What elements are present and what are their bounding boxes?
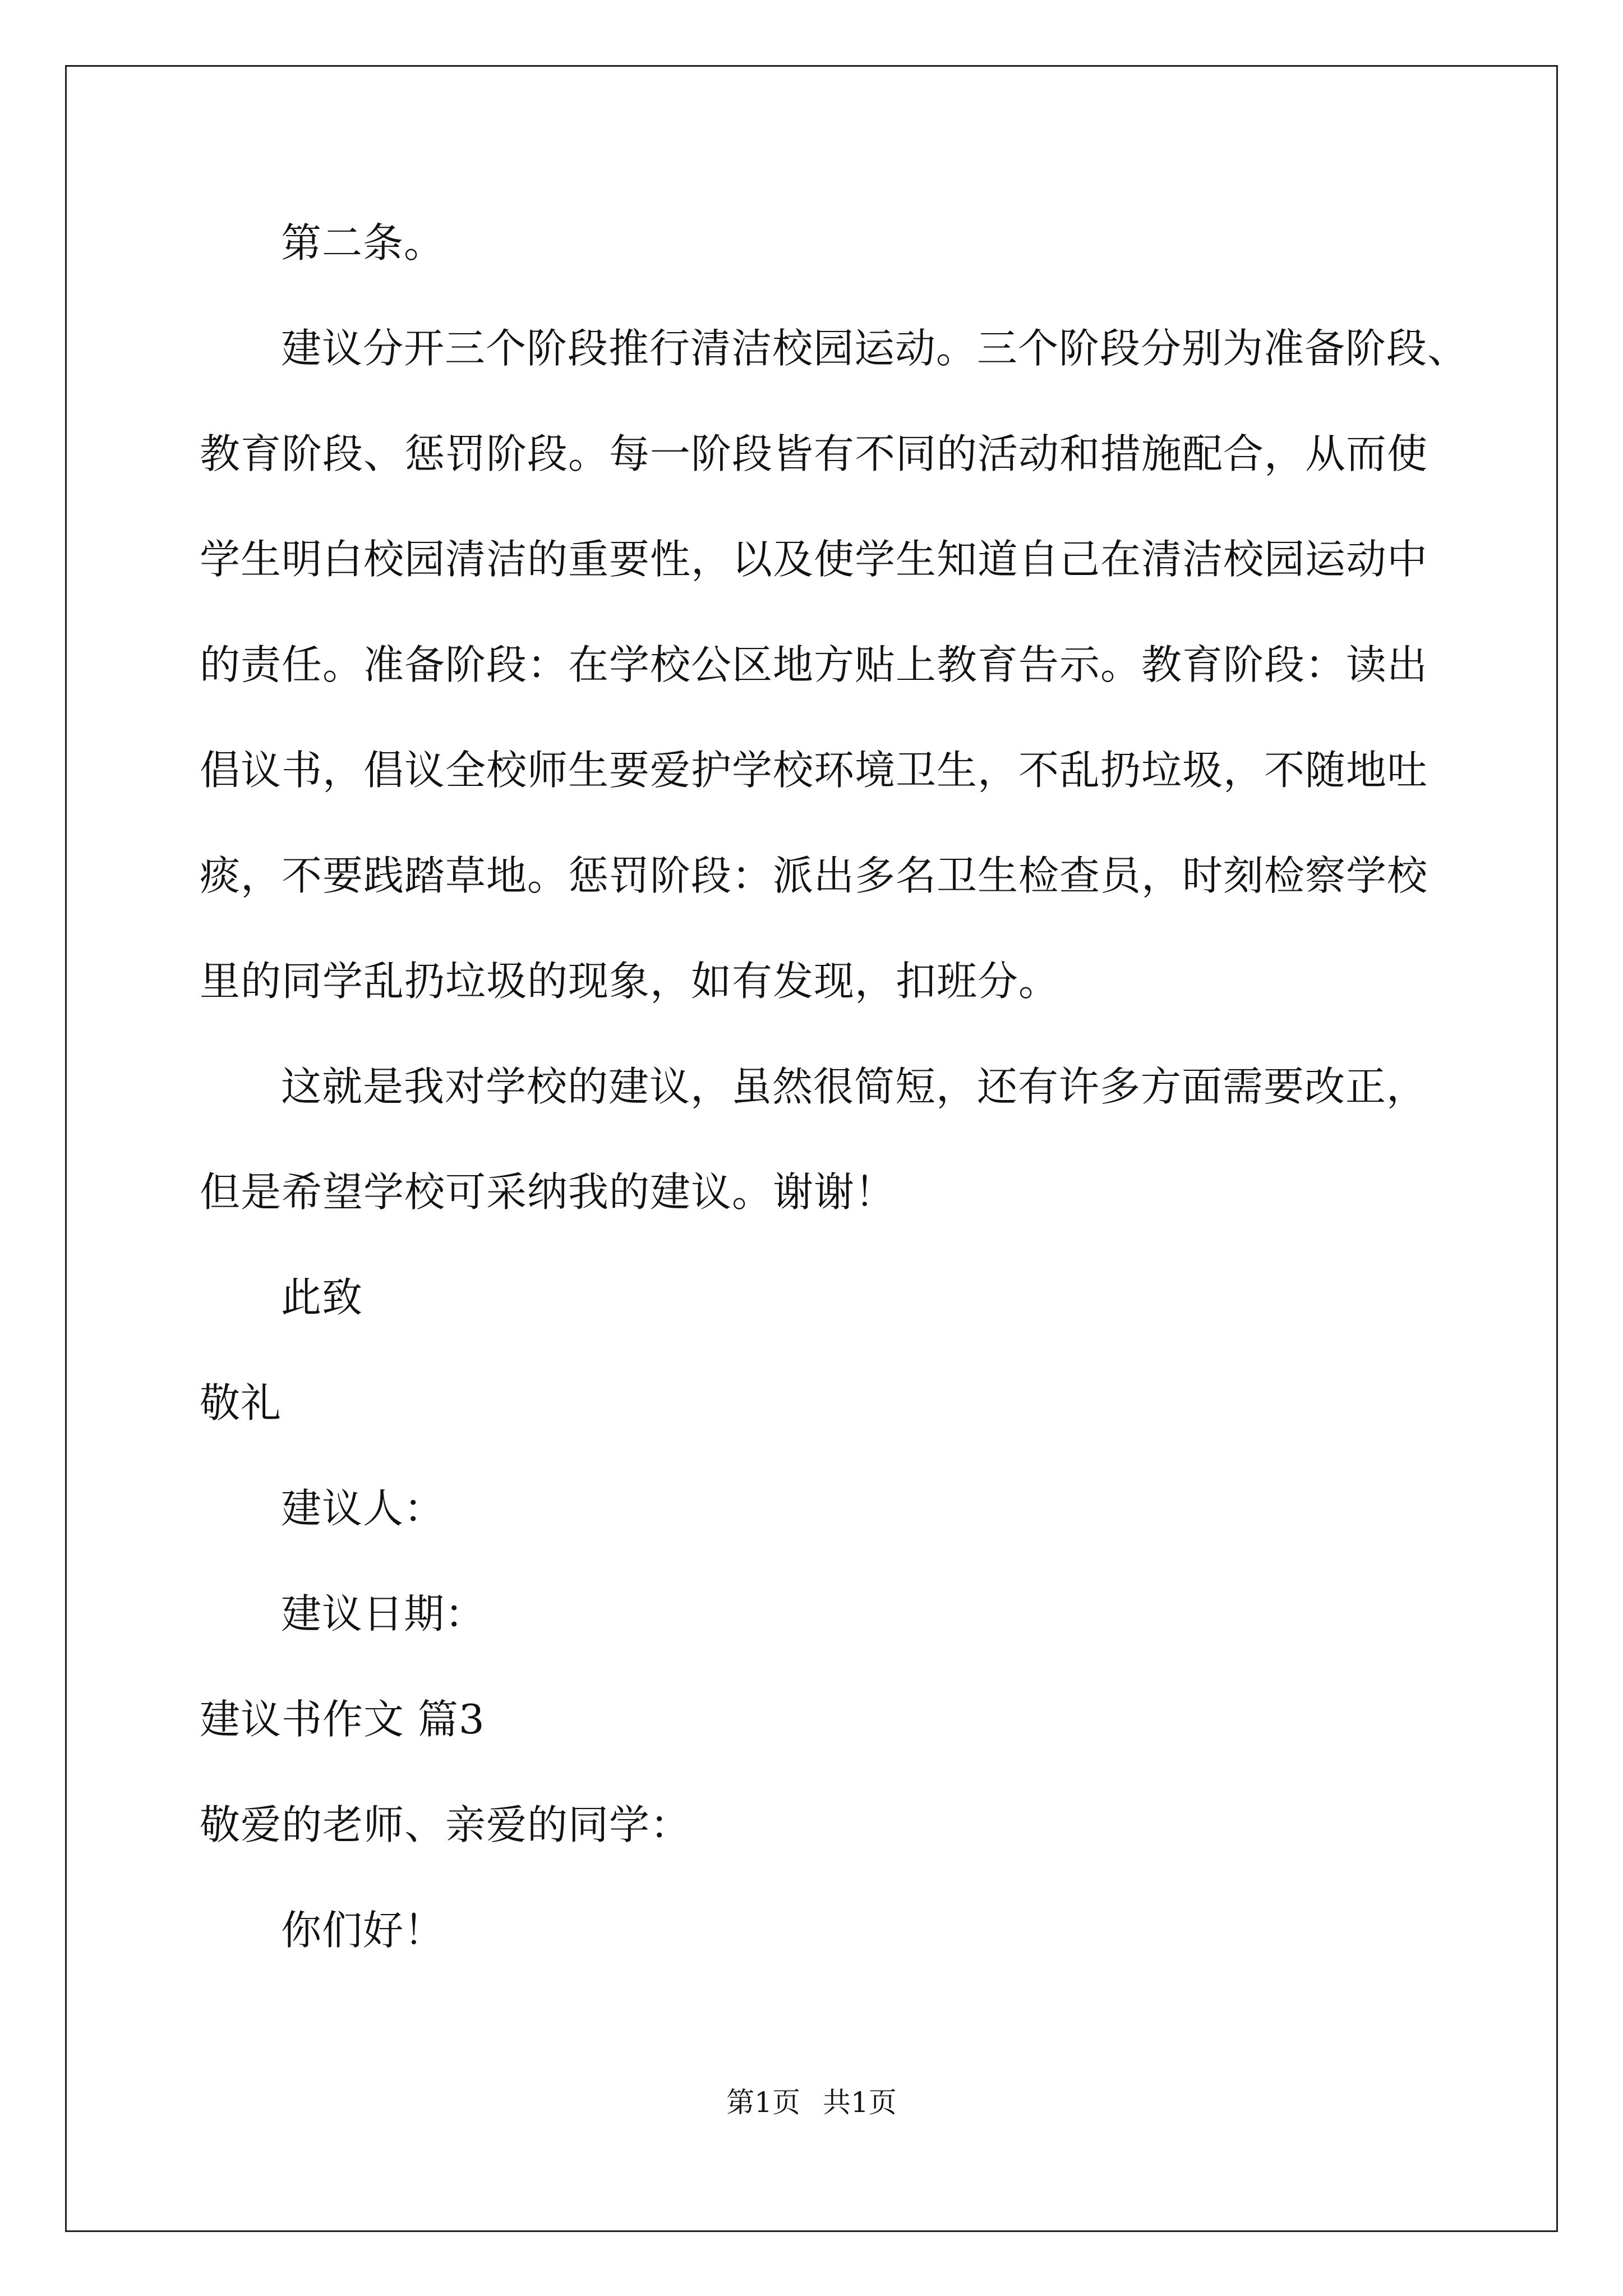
page-number: 第1页 bbox=[726, 2086, 800, 2119]
text-line: 第二条。 bbox=[281, 219, 445, 266]
text-line: 这就是我对学校的建议，虽然很简短，还有许多方面需要改正， bbox=[281, 1063, 1428, 1110]
paragraph bbox=[200, 1481, 1433, 1535]
paragraph bbox=[200, 1376, 1433, 1430]
text-line: 建议书作文 篇3 bbox=[200, 1696, 485, 1743]
paragraph bbox=[200, 1903, 1433, 1957]
text-line: 教育阶段、惩罚阶段。每一阶段皆有不同的活动和措施配合，从而使 bbox=[200, 430, 1428, 477]
text-line: 但是希望学校可采纳我的建议。谢谢！ bbox=[200, 1168, 896, 1216]
text-line: 此致 bbox=[281, 1274, 363, 1321]
page-footer bbox=[0, 2086, 1623, 2119]
paragraph bbox=[200, 1060, 1433, 1219]
text-line: 敬礼 bbox=[200, 1379, 282, 1427]
paragraph bbox=[200, 1798, 1433, 1852]
text-line: 学生明白校园清洁的重要性，以及使学生知道自己在清洁校园运动中 bbox=[200, 536, 1428, 583]
text-line: 倡议书，倡议全校师生要爱护学校环境卫生，不乱扔垃圾，不随地吐 bbox=[200, 747, 1428, 794]
text-line: 建议人： bbox=[281, 1485, 445, 1532]
paragraph bbox=[200, 1587, 1433, 1641]
text-line: 你们好！ bbox=[281, 1907, 445, 1954]
text-line: 建议分开三个阶段推行清洁校园运动。三个阶段分别为准备阶段、 bbox=[281, 325, 1469, 372]
paragraph bbox=[200, 1692, 1433, 1746]
paragraph bbox=[200, 321, 1469, 1008]
text-line: 痰，不要践踏草地。惩罚阶段：派出多名卫生检查员，时刻检察学校 bbox=[200, 852, 1428, 899]
text-line: 里的同学乱扔垃圾的现象，如有发现，扣班分。 bbox=[200, 958, 1060, 1005]
paragraph bbox=[200, 1271, 1433, 1324]
page-total: 共1页 bbox=[823, 2086, 897, 2119]
text-line: 建议日期： bbox=[281, 1590, 486, 1637]
document-body bbox=[200, 216, 1469, 1957]
text-line: 的责任。准备阶段：在学校公区地方贴上教育告示。教育阶段：读出 bbox=[200, 641, 1428, 688]
paragraph bbox=[200, 216, 1433, 270]
text-line: 敬爱的老师、亲爱的同学： bbox=[200, 1801, 691, 1848]
